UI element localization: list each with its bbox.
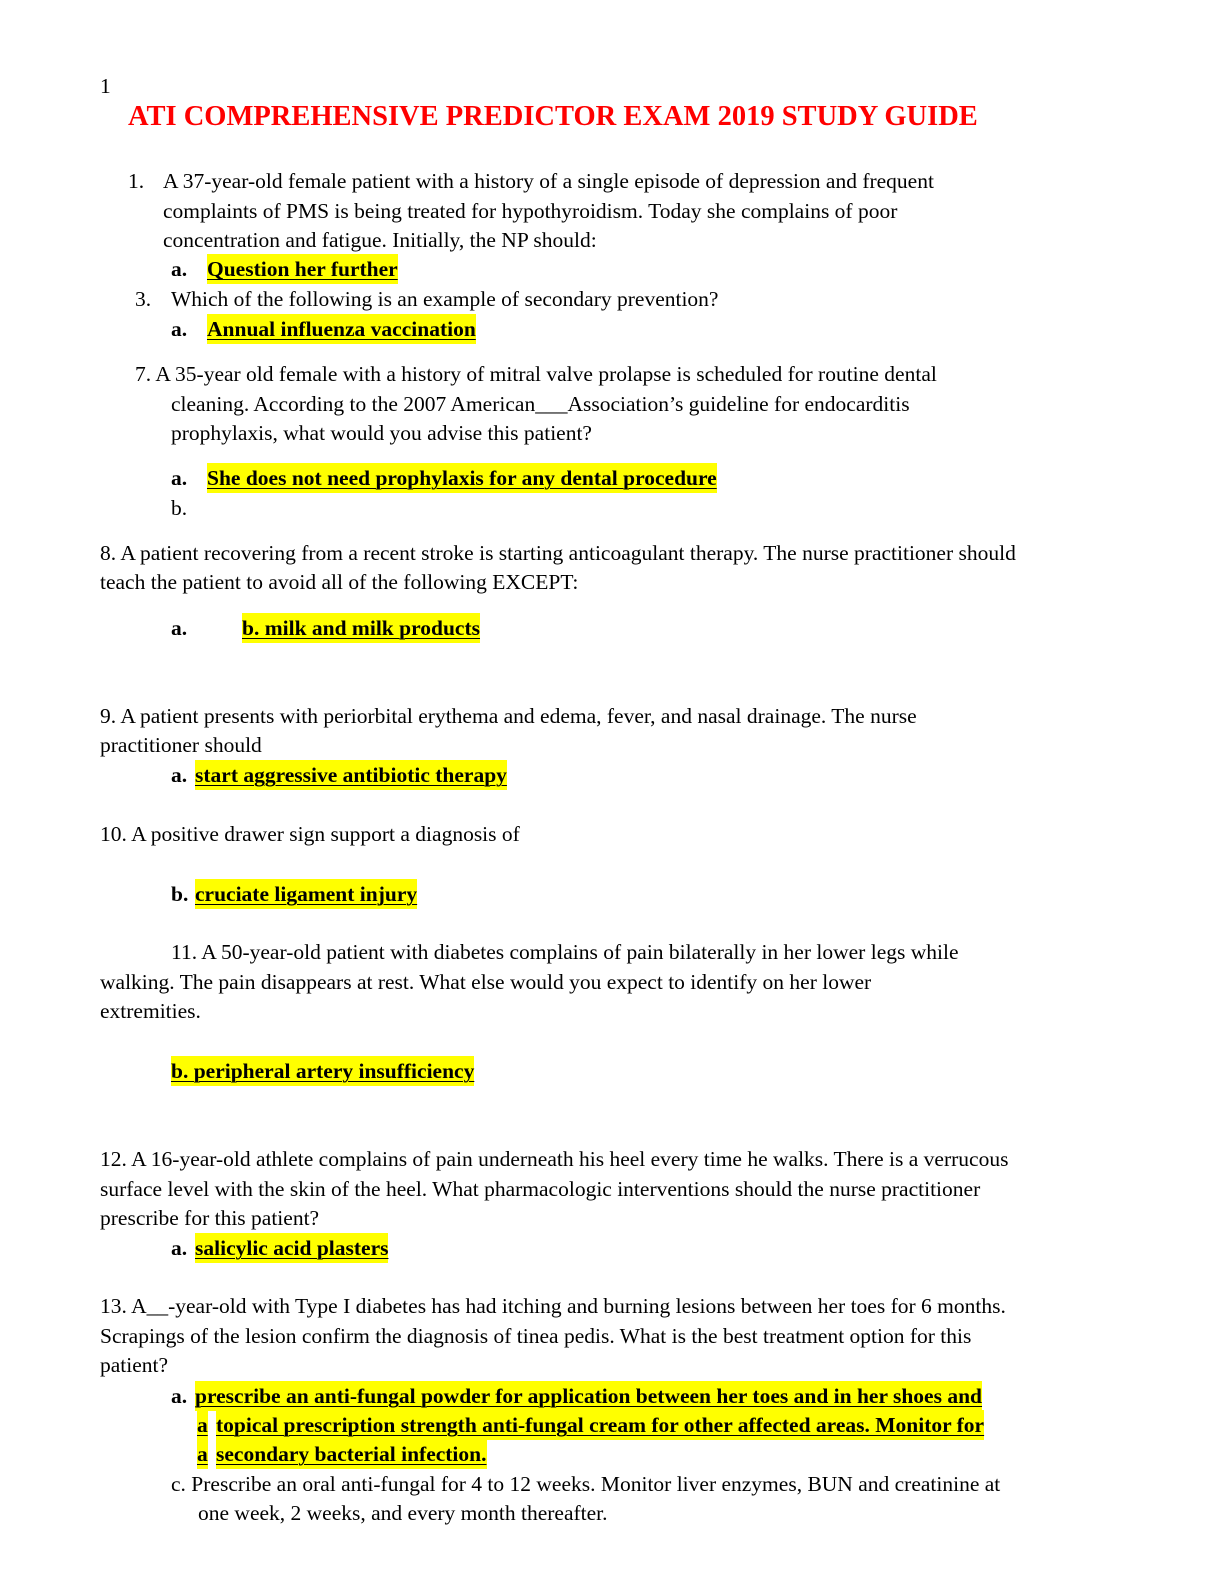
question-line: 7. A 35-year old female with a history of mitral valve prolapse is scheduled for routine dental — [135, 362, 937, 386]
answer-highlight: secondary bacterial infection. — [216, 1439, 487, 1469]
question-line: 9. A patient presents with periorbital erythema and edema, fever, and nasal drainage. The nurse — [100, 704, 917, 728]
answer-highlight: Annual influenza vaccination — [207, 314, 476, 344]
option-letter: b. — [171, 496, 188, 520]
answer-letter: b. — [171, 882, 189, 906]
answer-letter: a. — [171, 466, 188, 490]
answer-marker: a — [197, 1410, 208, 1440]
answer-highlight: cruciate ligament injury — [195, 879, 417, 909]
page-title: ATI COMPREHENSIVE PREDICTOR EXAM 2019 STUDY GUIDE — [128, 101, 978, 132]
question-line: 11. A 50-year-old patient with diabetes complains of pain bilaterally in her lower legs while — [171, 940, 959, 964]
question-line: extremities. — [100, 999, 201, 1023]
question-line: 13. A__-year-old with Type I diabetes has had itching and burning lesions between her toes for 6 months. — [100, 1294, 1006, 1318]
answer-letter: a. — [171, 1384, 188, 1408]
question-line: surface level with the skin of the heel. What pharmacologic interventions should the nurse practitioner — [100, 1177, 981, 1201]
question-line: teach the patient to avoid all of the following EXCEPT: — [100, 570, 579, 594]
question-line: cleaning. According to the 2007 American___Association’s guideline for endocarditis — [171, 392, 910, 416]
question-line: Scrapings of the lesion confirm the diagnosis of tinea pedis. What is the best treatment option for this — [100, 1324, 972, 1348]
answer-letter: a. — [171, 763, 188, 787]
answer-marker: a — [197, 1439, 208, 1469]
answer-letter: a. — [171, 1236, 188, 1260]
answer-highlight: b. milk and milk products — [242, 613, 480, 643]
question-line: practitioner should — [100, 733, 262, 757]
page-number: 1 — [100, 74, 111, 98]
question-line: complaints of PMS is being treated for hypothyroidism. Today she complains of poor — [163, 199, 898, 223]
answer-letter: a. — [171, 257, 188, 281]
question-line: prescribe for this patient? — [100, 1206, 320, 1230]
answer-letter: a. — [171, 616, 188, 640]
answer-highlight: topical prescription strength anti-fungal cream for other affected areas. Monitor for — [216, 1410, 984, 1440]
answer-highlight: b. peripheral artery insufficiency — [171, 1056, 474, 1086]
option-line: c. Prescribe an oral anti-fungal for 4 to 12 weeks. Monitor liver enzymes, BUN and creatinine at — [171, 1472, 1001, 1496]
option-line: one week, 2 weeks, and every month thereafter. — [198, 1501, 608, 1525]
question-line: Which of the following is an example of secondary prevention? — [171, 287, 719, 311]
question-line: prophylaxis, what would you advise this patient? — [171, 421, 592, 445]
question-line: patient? — [100, 1353, 169, 1377]
answer-letter: a. — [171, 317, 188, 341]
question-line: 12. A 16-year-old athlete complains of pain underneath his heel every time he walks. There is a verrucous — [100, 1147, 1009, 1171]
question-line: A 37-year-old female patient with a history of a single episode of depression and frequent — [163, 169, 934, 193]
answer-highlight: salicylic acid plasters — [195, 1233, 388, 1263]
question-line: concentration and fatigue. Initially, the NP should: — [163, 228, 597, 252]
answer-highlight: prescribe an anti-fungal powder for application between her toes and in her shoes and — [195, 1381, 982, 1411]
answer-highlight: She does not need prophylaxis for any dental procedure — [207, 463, 717, 493]
answer-highlight: Question her further — [207, 254, 398, 284]
question-line: 10. A positive drawer sign support a diagnosis of — [100, 822, 520, 846]
answer-highlight: start aggressive antibiotic therapy — [195, 760, 507, 790]
question-number: 3. — [135, 287, 152, 311]
question-line: 8. A patient recovering from a recent stroke is starting anticoagulant therapy. The nurse practitioner should — [100, 541, 1016, 565]
question-number: 1. — [128, 169, 145, 193]
question-line: walking. The pain disappears at rest. What else would you expect to identify on her lower — [100, 970, 872, 994]
